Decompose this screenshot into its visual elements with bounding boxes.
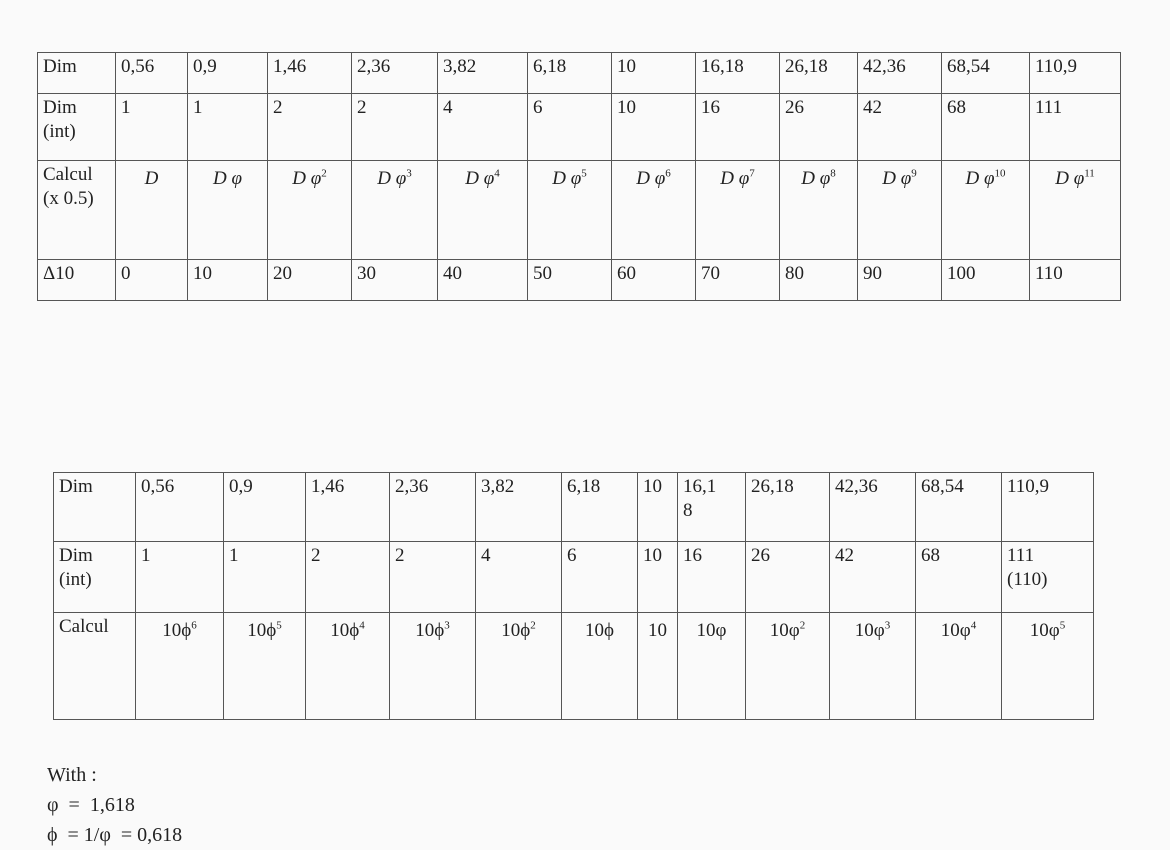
table-cell: 0,9	[188, 53, 268, 94]
table-cell: 1	[116, 94, 188, 161]
phi-inverse-definition: ϕ = 1/φ = 0,618	[47, 824, 183, 846]
dimension-table-1	[37, 52, 1121, 301]
table-row	[38, 94, 1121, 161]
formula-exponent: 6	[191, 619, 197, 632]
table-cell: 1	[224, 542, 306, 613]
formula-base: D	[882, 168, 896, 189]
table-cell: 42	[858, 94, 942, 161]
formula-cell	[528, 161, 612, 260]
formula-symbol: φ	[819, 168, 831, 189]
table-cell: 1	[188, 94, 268, 161]
table-cell: 26	[780, 94, 858, 161]
notes-heading: With :	[47, 764, 97, 786]
table-cell: Dim (int)	[54, 542, 136, 613]
table-cell: 6	[528, 94, 612, 161]
table-cell: 16	[678, 542, 746, 613]
table-cell: 10	[612, 94, 696, 161]
table-cell: 2	[390, 542, 476, 613]
table-cell: 68	[916, 542, 1002, 613]
formula-cell	[830, 613, 916, 720]
table-cell: 1,46	[268, 53, 352, 94]
table-row	[38, 161, 1121, 260]
formula-symbol: φ	[654, 168, 666, 189]
formula-symbol: φ	[983, 168, 995, 189]
formula-exponent: 5	[276, 619, 282, 632]
table-cell: 50	[528, 260, 612, 301]
table-cell: 42,36	[858, 53, 942, 94]
formula-base: D	[144, 168, 159, 189]
table-cell: 2,36	[352, 53, 438, 94]
formula-exponent: 5	[1059, 619, 1066, 632]
formula-cell	[390, 613, 476, 720]
table-cell: 1,46	[306, 473, 390, 542]
formula-base: D	[552, 168, 566, 189]
table-cell: 3,82	[476, 473, 562, 542]
table-row	[54, 613, 1094, 720]
table-cell: 10	[188, 260, 268, 301]
formula-exponent: 4	[359, 619, 365, 632]
formula-symbol: φ	[738, 168, 750, 189]
table-cell: 10	[638, 542, 678, 613]
formula-base: D	[292, 168, 306, 189]
table-row	[54, 473, 1094, 542]
formula-base: 10ϕ	[415, 620, 445, 641]
formula-symbol: φ	[231, 168, 242, 189]
formula-cell	[1030, 161, 1121, 260]
formula-base: 10φ	[769, 620, 800, 641]
table-cell: 6	[562, 542, 638, 613]
table-cell: 16	[696, 94, 780, 161]
table-cell: 110,9	[1030, 53, 1121, 94]
formula-cell	[188, 161, 268, 260]
formula-base: 10φ	[940, 620, 971, 641]
table-cell: Calcul (x 0.5)	[38, 161, 116, 260]
formula-exponent: 3	[406, 167, 412, 180]
formula-cell	[224, 613, 306, 720]
formula-base: D	[465, 168, 479, 189]
formula-exponent: 6	[665, 167, 671, 180]
dimension-table-2	[53, 472, 1094, 720]
table-cell: 70	[696, 260, 780, 301]
table-cell: 16,1 8	[678, 473, 746, 542]
table-cell: 2	[352, 94, 438, 161]
formula-cell	[268, 161, 352, 260]
formula-cell	[476, 613, 562, 720]
formula-exponent: 4	[494, 167, 500, 180]
formula-exponent: 2	[321, 167, 327, 180]
formula-cell	[306, 613, 390, 720]
formula-base: 10ϕ	[162, 620, 192, 641]
table-cell: Dim (int)	[38, 94, 116, 161]
formula-exponent: 9	[911, 167, 917, 180]
table-cell: 68	[942, 94, 1030, 161]
formula-base: D	[636, 168, 650, 189]
table-cell: Dim	[38, 53, 116, 94]
table-cell: 110,9	[1002, 473, 1094, 542]
formula-exponent: 11	[1084, 167, 1095, 180]
table-cell: 42,36	[830, 473, 916, 542]
table-cell: 68,54	[916, 473, 1002, 542]
formula-cell	[136, 613, 224, 720]
table-cell: 111	[1030, 94, 1121, 161]
formula-exponent: 3	[884, 619, 891, 632]
table-cell: 0	[116, 260, 188, 301]
formula-base: D	[801, 168, 815, 189]
table-cell: 6,18	[528, 53, 612, 94]
table-cell: 26,18	[746, 473, 830, 542]
table-cell: 100	[942, 260, 1030, 301]
formula-cell	[916, 613, 1002, 720]
table-row	[38, 53, 1121, 94]
table-cell: 111 (110)	[1002, 542, 1094, 613]
formula-exponent: 2	[799, 619, 806, 632]
table-cell: Δ10	[38, 260, 116, 301]
table-cell: 26,18	[780, 53, 858, 94]
formula-exponent: 4	[970, 619, 977, 632]
formula-base: 10ϕ	[584, 620, 614, 641]
phi-definition: φ = 1,618	[47, 794, 135, 816]
formula-cell	[780, 161, 858, 260]
formula-exponent: 3	[444, 619, 450, 632]
table-cell: 20	[268, 260, 352, 301]
table-cell: 26	[746, 542, 830, 613]
formula-cell	[746, 613, 830, 720]
formula-exponent: 8	[830, 167, 836, 180]
formula-exponent: 7	[749, 167, 755, 180]
formula-base: 10ϕ	[330, 620, 360, 641]
table-cell: 0,56	[136, 473, 224, 542]
table-cell: 16,18	[696, 53, 780, 94]
formula-cell	[638, 613, 678, 720]
formula-cell	[858, 161, 942, 260]
formula-base: 10ϕ	[501, 620, 531, 641]
table-row	[38, 260, 1121, 301]
formula-cell	[696, 161, 780, 260]
table-cell: 6,18	[562, 473, 638, 542]
formula-symbol: φ	[483, 168, 495, 189]
formula-base: D	[1055, 168, 1069, 189]
formula-base: D	[965, 168, 980, 189]
formula-base: 10φ	[696, 620, 727, 641]
formula-exponent: 10	[994, 167, 1006, 180]
table-cell: 80	[780, 260, 858, 301]
table-cell: 10	[612, 53, 696, 94]
table-cell: 0,9	[224, 473, 306, 542]
table-cell: 3,82	[438, 53, 528, 94]
formula-symbol: φ	[900, 168, 912, 189]
table-cell: 2	[306, 542, 390, 613]
formula-base: D	[377, 168, 391, 189]
formula-base: 10φ	[854, 620, 885, 641]
table-cell: 110	[1030, 260, 1121, 301]
table-cell: 2	[268, 94, 352, 161]
formula-symbol: φ	[570, 168, 582, 189]
table-cell: Dim	[54, 473, 136, 542]
formula-cell	[352, 161, 438, 260]
table-cell: 40	[438, 260, 528, 301]
table-cell: 90	[858, 260, 942, 301]
formula-cell	[438, 161, 528, 260]
notes	[47, 760, 182, 850]
formula-cell	[612, 161, 696, 260]
table-cell: 60	[612, 260, 696, 301]
formula-exponent: 5	[581, 167, 587, 180]
formula-base: D	[213, 168, 227, 189]
formula-cell	[562, 613, 638, 720]
formula-symbol: φ	[395, 168, 407, 189]
formula-symbol: φ	[1073, 168, 1085, 189]
formula-cell	[942, 161, 1030, 260]
table-cell: 4	[438, 94, 528, 161]
formula-base: D	[720, 168, 734, 189]
table-cell: 42	[830, 542, 916, 613]
table-cell: 4	[476, 542, 562, 613]
formula-cell	[116, 161, 188, 260]
table-cell: 30	[352, 260, 438, 301]
table-cell: 68,54	[942, 53, 1030, 94]
formula-cell	[1002, 613, 1094, 720]
table-row	[54, 542, 1094, 613]
formula-base: 10φ	[1029, 620, 1060, 641]
table-cell: 10	[638, 473, 678, 542]
table-cell: Calcul	[54, 613, 136, 720]
formula-base: 10	[648, 620, 667, 641]
table-cell: 0,56	[116, 53, 188, 94]
formula-symbol: φ	[310, 168, 322, 189]
table-cell: 2,36	[390, 473, 476, 542]
formula-cell	[678, 613, 746, 720]
formula-exponent: 2	[530, 619, 536, 632]
formula-base: 10ϕ	[247, 620, 277, 641]
table-cell: 1	[136, 542, 224, 613]
